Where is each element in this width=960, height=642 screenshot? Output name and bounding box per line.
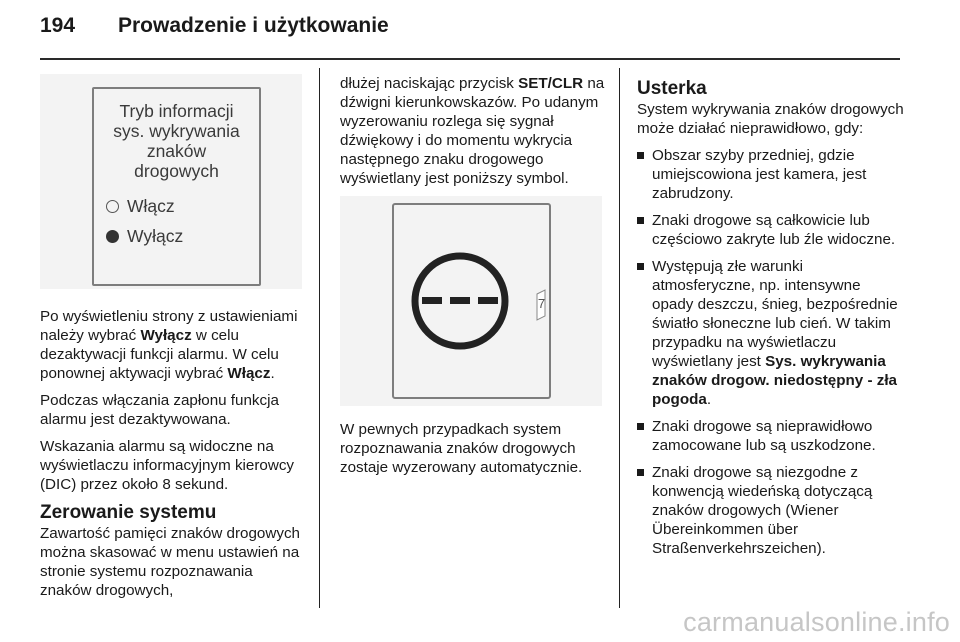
column-divider-2 (619, 68, 620, 608)
text: . (706, 391, 712, 408)
bold-text: Wyłącz (140, 327, 192, 344)
settings-screen-title (94, 101, 259, 181)
page-number: 194 (40, 14, 76, 37)
paragraph: System wykrywania znaków drogowych może działać nieprawidłowo, gdy: (637, 101, 904, 137)
paragraph: Wskazania alarmu są widoczne na wyświetlaczu informacyjnym kierowcy (DIC) przez około 8 sekund. (40, 438, 295, 493)
text: Znaki drogowe są całkowicie lub częściowo zakryte lub źle widoczne. (652, 212, 896, 248)
section-heading: Zerowanie systemu (40, 502, 217, 523)
watermark: carmanualsonline.info (683, 607, 950, 637)
paragraph: Podczas włączania zapłonu funkcja alarmu jest dezaktywowana. (40, 392, 279, 428)
list-item (637, 417, 905, 455)
list-item (637, 463, 905, 558)
settings-screen-figure (40, 74, 302, 289)
text: Po wyświetleniu strony z ustawieniami należy wybrać (40, 308, 298, 344)
settings-title-line: drogowych (134, 161, 219, 181)
option-off-label: Wyłącz (127, 226, 184, 246)
reset-symbol-graphic (340, 196, 602, 406)
column-divider-1 (319, 68, 320, 608)
list-item (637, 211, 905, 249)
text: Znaki drogowe są nieprawidłowo zamocowane lub są uszkodzone. (652, 418, 876, 454)
settings-screen-panel (92, 87, 261, 286)
column-1 (40, 74, 308, 608)
text: na dźwigni kierunkowskazów. Po udanym wyzerowaniu rozlega się sygnał dźwiękowy i do momentu wykrycia następnego znaku drogowego wyświetlany jest poniższy symbol. (340, 75, 605, 187)
section-heading: Usterka (637, 78, 707, 99)
page-title: Prowadzenie i użytkowanie (118, 14, 389, 37)
bold-text: Włącz (227, 365, 271, 382)
list-item (637, 257, 905, 409)
bold-text: SET/CLR (518, 75, 584, 92)
paragraph (40, 307, 308, 383)
column-3 (637, 74, 905, 566)
option-on (106, 197, 175, 216)
paragraph: W pewnych przypadkach system rozpoznawania znaków drogowych zostaje wyzerowany automatycznie. (340, 421, 583, 476)
settings-title-line: Tryb informacji (119, 101, 234, 121)
text: Występują złe warunki atmosferyczne, np. intensywne opady deszczu, śnieg, bezpośrednie światło słoneczne lub cień. W takim przypadku na wyświetlaczu wyświetlany jest (652, 258, 898, 370)
paragraph: Zawartość pamięci znaków drogowych można skasować w menu ustawień na stronie systemu rozpoznawania znaków drogowych, (40, 525, 300, 599)
page-header (40, 14, 389, 38)
reset-symbol-figure (340, 196, 602, 406)
option-off (106, 227, 183, 246)
paragraph (340, 74, 608, 188)
option-on-label: Włącz (127, 196, 175, 216)
bold-text: Sys. wykrywania znaków drogow. niedostępny - zła pogoda (652, 353, 897, 408)
header-rule (40, 58, 900, 60)
column-2 (340, 74, 608, 485)
text: w celu dezaktywacji funkcji alarmu. W celu ponownej aktywacji wybrać (40, 327, 279, 382)
text: . (270, 365, 275, 382)
text: dłużej naciskając przycisk (340, 75, 519, 92)
bullet-list (637, 146, 905, 558)
text: Znaki drogowe są niezgodne z konwencją wiedeńską dotyczącą znaków drogowych (Wiener Übereinkommen über Straßenverkehrszeichen). (652, 464, 873, 557)
radio-unselected-icon (106, 200, 119, 213)
radio-selected-icon (106, 230, 119, 243)
figure-tag: 7 (537, 296, 546, 311)
text: Obszar szyby przedniej, gdzie umiejscowiona jest kamera, jest zabrudzony. (652, 147, 867, 202)
settings-title-line: sys. wykrywania (113, 121, 240, 141)
settings-title-line: znaków (146, 141, 207, 161)
list-item (637, 146, 905, 203)
